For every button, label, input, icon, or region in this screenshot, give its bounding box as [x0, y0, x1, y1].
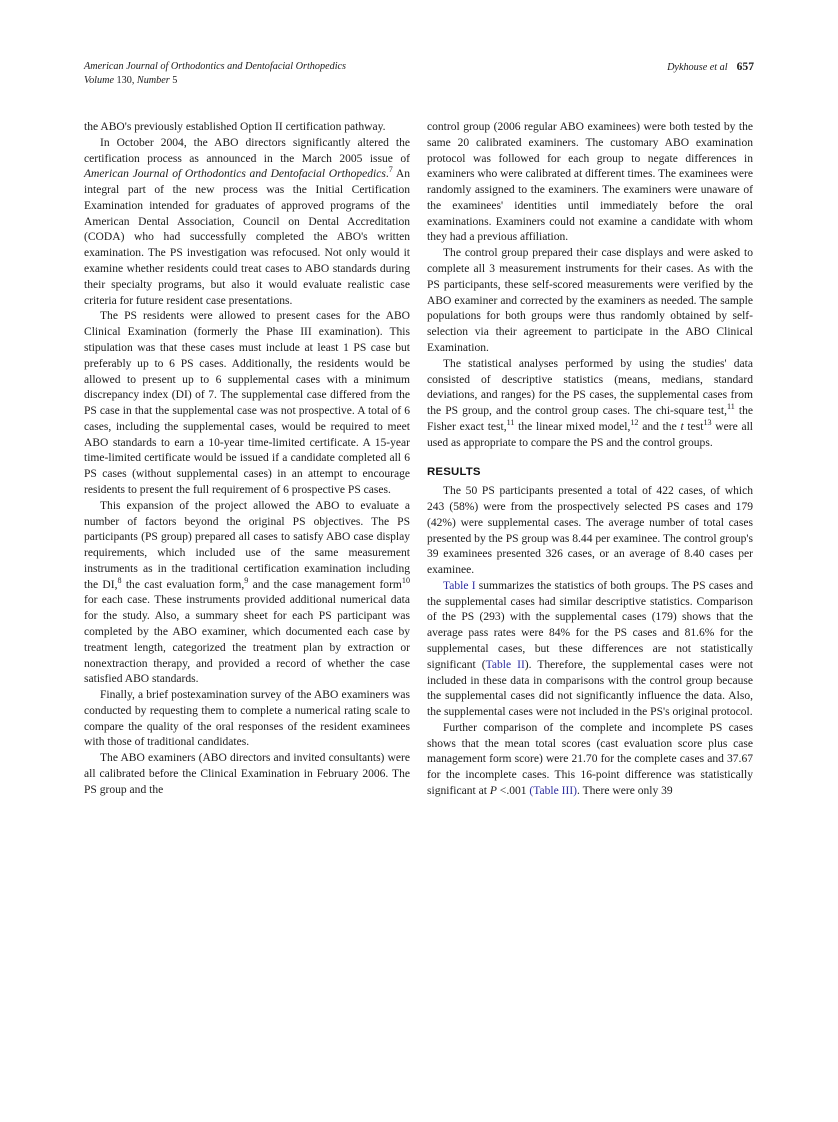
paragraph-text: Finally, a brief postexamination survey of the ABO examiners was conducted by requesting them to complete a numerical rating scale to compare the quality of the oral responses of the resident examinees with those of traditional candidates. — [84, 689, 410, 749]
number-label: Number — [136, 75, 170, 87]
paragraph-control-group-tested — [427, 120, 753, 246]
table-ii-link[interactable]: Table II — [485, 658, 525, 671]
period-after-title: . — [385, 168, 389, 181]
paragraph-segment-6: were all used as appropriate to compare the PS and the control groups. — [427, 420, 753, 449]
paragraph-option-ii — [84, 120, 410, 136]
p-value-italic: P — [489, 785, 497, 798]
reference-marker-9: 9 — [244, 575, 249, 585]
reference-marker-7: 7 — [388, 165, 393, 175]
reference-marker-10: 10 — [401, 575, 410, 585]
paragraph-segment-3: and the case management form — [248, 578, 402, 591]
reference-marker-13: 13 — [703, 418, 712, 427]
paragraph-50-ps-participants — [427, 484, 753, 579]
paragraph-statistical-analyses — [427, 357, 753, 452]
body-columns — [84, 120, 754, 800]
volume-issue-line — [84, 74, 346, 88]
running-head-right — [667, 60, 754, 75]
running-head-left — [84, 60, 346, 88]
paragraph-segment-3: the linear mixed model, — [514, 420, 631, 433]
volume-number: 130, — [116, 75, 135, 87]
paragraph-table-i-summary — [427, 579, 753, 721]
paragraph-text: The control group prepared their case displays and were asked to complete all 3 measurement instruments for their cases. As with the PS participants, these self-scored measurements were verified by the ABO examiner and corrected by the examiners as needed. The sample populations for both groups were thus randomly obtained by self-selection via their agreement to participate in the ABO Clinical Examination. — [427, 247, 753, 354]
paragraph-abo-examiners — [84, 751, 410, 798]
paragraph-segment-1: The statistical analyses performed by using the studies' data consisted of descriptive statistics (means, medians, standard deviations, and ranges) for the PS cases, the supplemental cases from the PS group, and the control group cases. The chi-square test, — [427, 357, 753, 418]
paragraph-segment-2: the Fisher exact test, — [427, 405, 753, 433]
paragraph-further-comparison — [427, 721, 753, 800]
reference-marker-11a: 11 — [727, 402, 735, 412]
paragraph-text: The PS residents were allowed to present cases for the ABO Clinical Examination (formerly the Phase III examination). This stipulation was that these cases must include at least 1 PS case but preferably up to 6 PS cases. Additionally, the residents would be allowed to present up to 6 supplemental cases with a minimum discrepancy index (DI) of 7. The supplemental case differed from the PS case in that the supplemental case was not prospective. A total of 6 cases, including the supplemental cases, would be required to meet ABO standards to earn a 10-year time-limited certificate. A 15-year time-limited certificate would be issued if a candidate completed all 6 PS cases (without supplemental cases) in an attempt to encourage residents to present the full requirement of 6 prospective PS cases. — [84, 310, 410, 496]
reference-marker-8: 8 — [117, 575, 122, 585]
volume-label: Volume — [84, 75, 114, 87]
paragraph-segment-2: the cast evaluation form, — [121, 578, 245, 591]
page-number: 657 — [736, 60, 754, 73]
paragraph-segment-3: . There were only 39 — [577, 785, 673, 798]
paragraph-text: The ABO examiners (ABO directors and invited consultants) were all calibrated before the Clinical Examination in February 2006. The PS group and the — [84, 752, 410, 796]
running-head — [84, 60, 754, 88]
paragraph-segment-5: test — [683, 420, 704, 433]
journal-title-italic: American Journal of Orthodontics and Dentofacial Orthopedics — [84, 168, 386, 181]
left-column — [84, 120, 410, 800]
authors-running-head: Dykhouse et al — [667, 62, 728, 73]
table-i-link[interactable]: Table I — [443, 579, 476, 592]
paragraph-postexam-survey — [84, 688, 410, 751]
paragraph-text-after-italic: An integral part of the new process was the Initial Certification Examination intended for graduates of approved programs of the American Dental Association, Council on Dental Accreditation (CODA) who had successfully completed the ABO's written examination. The PS investigation was refocused. Not only would it examine whether residents could treat cases to ABO standards during their specialty programs, but also it would evaluate realistic case criteria for future resident case presentations. — [84, 168, 410, 307]
reference-marker-12: 12 — [630, 418, 639, 427]
issue-number: 5 — [172, 75, 178, 87]
paragraph-segment-4: for each case. These instruments provided additional numerical data for the study. Also, a summary sheet for each PS participant was completed by the ABO examiner, which documented each case by treatment length, categorized the treatment plan by extraction or nonextraction therapy, and provided a record of whether the case satisfied ABO standards. — [84, 594, 410, 686]
paragraph-expansion — [84, 499, 410, 688]
paragraph-october-2004 — [84, 136, 410, 310]
paragraph-ps-residents — [84, 309, 410, 498]
paragraph-segment-4: and the — [638, 420, 681, 433]
paragraph-text: The 50 PS participants presented a total of 422 cases, of which 243 (58%) were from the prospectively selected PS cases and 179 (42%) were supplemental cases. The average number of total cases presented by the PS group was 8.44 per examinee. The control group's 39 examinees presented 326 cases, or an average of 8.40 cases per examinee. — [427, 485, 753, 577]
right-column — [427, 120, 753, 800]
section-heading-results: RESULTS — [427, 466, 481, 479]
reference-marker-11b: 11 — [506, 418, 515, 427]
paragraph-segment-2: ). Therefore, the supplemental cases were not included in these data in comparisons with the control group because the supplemental cases did not significantly influence the data. Also, the supplemental cases were not included in the PS's original protocol. — [427, 658, 754, 719]
paragraph-text-before-italic: In October 2004, the ABO directors significantly altered the certification process as announced in the March 2005 issue of — [84, 136, 410, 165]
t-test-italic: t — [680, 420, 684, 433]
paragraph-segment-1: Further comparison of the complete and incomplete PS cases shows that the mean total scores (cast evaluation score plus case management form score) were 21.70 for the complete cases and 37.67 for the incomplete cases. This 16-point difference was statistically significant at — [427, 721, 753, 798]
paragraph-segment-1: This expansion of the project allowed the ABO to evaluate a number of factors beyond the original PS objectives. The PS participants (PS group) prepared all cases to satisfy ABO case display requirements, which included use of the same measurement instruments as in the traditional certification examination including the DI, — [84, 499, 410, 591]
paragraph-control-group-prepared — [427, 246, 753, 356]
paragraph-segment-2: <.001 — [496, 785, 530, 798]
paragraph-text: the ABO's previously established Option II certification pathway. — [84, 121, 386, 133]
paragraph-text: control group (2006 regular ABO examinees) were both tested by the same 20 calibrated examiners. The customary ABO examination protocol was followed for each group to negate differences in examiners who were calibrated at different times. The examinees were randomly assigned to the examiners. The examiners were unaware of the examinees' identities until immediately before the oral examinations. Examiners could not examine a candidate with whom they had a previous affiliation. — [427, 121, 753, 244]
table-iii-link[interactable]: (Table III) — [529, 785, 578, 798]
paragraph-segment-1: summarizes the statistics of both groups. The PS cases and the supplemental cases had similar descriptive statistics. Comparison of the PS (293) with the supplemental cases (179) shows that the average pass rates were 84% for the PS cases and 81.6% for the supplemental cases, but these differences are not statistically significant ( — [427, 579, 753, 671]
journal-title: American Journal of Orthodontics and Dentofacial Orthopedics — [84, 61, 347, 72]
